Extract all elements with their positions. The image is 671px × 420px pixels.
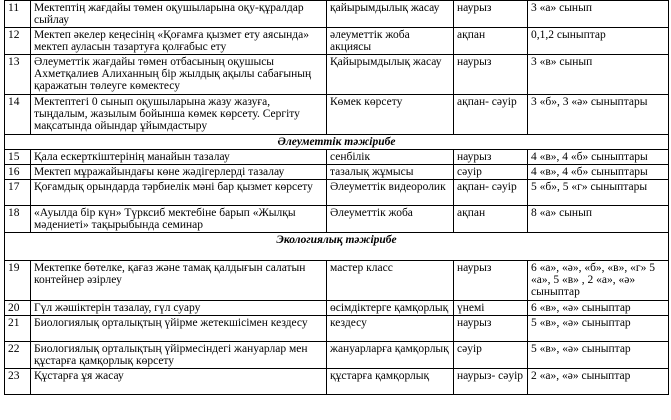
table-row — [5, 95, 669, 135]
event-cell: Құстарға ұя жасау — [31, 369, 327, 395]
row-number: 14 — [5, 95, 31, 135]
form-cell: Әлеуметтік жоба — [327, 206, 454, 233]
table-row — [5, 342, 669, 369]
event-cell: Қала ескерткіштерінің манайын тазалау — [31, 150, 327, 165]
form-cell: кездесу — [327, 316, 454, 342]
date-cell: ақпан- сәуір — [454, 180, 528, 206]
row-number: 23 — [5, 369, 31, 395]
event-cell: Биологиялық орталықтың үйірме жетекшісімен кездесу — [31, 316, 327, 342]
row-number: 15 — [5, 150, 31, 165]
event-cell: Әлеуметтік жағдайы төмен отбасының оқушысы Ахметқалиев Алиханның бір жылдық ақылы сабағының қаражатын төлеуге көмектесу — [31, 55, 327, 95]
classes-cell: 5 «в», «ә» сыныптар — [528, 342, 669, 369]
form-cell: сенбілік — [327, 150, 454, 165]
event-cell: Мектеп әкелер кеңесінің «Қоғамға қызмет ету аясында» мектеп ауласын тазартуға қолғабыс ету — [31, 28, 327, 55]
row-number: 11 — [5, 1, 31, 28]
classes-cell: 4 «в», 4 «б» сыныптары — [528, 165, 669, 180]
classes-cell: 0,1,2 сыныптар — [528, 28, 669, 55]
form-cell: құстарға қамқорлық — [327, 369, 454, 395]
date-cell: ақпан- сәуір — [454, 95, 528, 135]
date-cell: сәуір — [454, 165, 528, 180]
section-header-eco — [5, 233, 669, 261]
event-cell: «Ауылда бір күн» Түрксиб мектебіне барып «Жылқы мәдениеті» тақырыбында семинар — [31, 206, 327, 233]
row-number: 18 — [5, 206, 31, 233]
date-cell: сәуір — [454, 342, 528, 369]
form-cell: қайырымдылық жасау — [327, 1, 454, 28]
row-number: 16 — [5, 165, 31, 180]
table-row — [5, 206, 669, 233]
date-cell: наурыз- сәуір — [454, 369, 528, 395]
table-row — [5, 150, 669, 165]
classes-cell: 6 «а», «ә», «б», «в», «г» 5 «а», 5 «в» , 2 «а», «ә» сыныптар — [528, 261, 669, 301]
table-row — [5, 316, 669, 342]
table-row — [5, 261, 669, 301]
table-row — [5, 1, 669, 28]
classes-cell: 3 «а» сынып — [528, 1, 669, 28]
section-title: Әлеуметтік тәжірибе — [5, 135, 669, 150]
date-cell: наурыз — [454, 55, 528, 95]
date-cell: наурыз — [454, 261, 528, 301]
classes-cell: 8 «а» сынып — [528, 206, 669, 233]
event-cell: Биологиялық орталықтың үйірмесіндегі жануарлар мен құстарға қамқорлық көрсету — [31, 342, 327, 369]
classes-cell: 3 «б», 3 «ә» сыныптары — [528, 95, 669, 135]
form-cell: мастер класс — [327, 261, 454, 301]
table-row — [5, 28, 669, 55]
classes-cell: 6 «в», «ә» сыныптар — [528, 301, 669, 316]
table-row — [5, 165, 669, 180]
table-row — [5, 55, 669, 95]
event-cell: Қоғамдық орындарда тәрбиелік мәні бар қызмет көрсету — [31, 180, 327, 206]
form-cell: тазалық жұмысы — [327, 165, 454, 180]
row-number: 19 — [5, 261, 31, 301]
form-cell: Көмек көрсету — [327, 95, 454, 135]
date-cell: ақпан — [454, 206, 528, 233]
date-cell: наурыз — [454, 150, 528, 165]
date-cell: наурыз — [454, 1, 528, 28]
form-cell: әлеуметтік жоба акциясы — [327, 28, 454, 55]
row-number: 20 — [5, 301, 31, 316]
classes-cell: 5 «в», «ә» сыныптар — [528, 316, 669, 342]
event-cell: Мектепке бөтелке, қағаз және тамақ қалдығын салатын контейнер әзірлеу — [31, 261, 327, 301]
classes-cell: 5 «б», 5 «г» сыныптары — [528, 180, 669, 206]
events-table — [4, 0, 669, 395]
classes-cell: 4 «в», 4 «б» сыныптары — [528, 150, 669, 165]
event-cell: Мектептегі 0 сынып оқушыларына жазу жазуға, тыңдалым, жазылым бойынша көмек көрсету. Сергіту мақсатында ойындар ұйымдастыру — [31, 95, 327, 135]
row-number: 22 — [5, 342, 31, 369]
section-title: Экологиялық тәжірибе — [5, 233, 669, 261]
date-cell: үнемі — [454, 301, 528, 316]
table-row — [5, 369, 669, 395]
row-number: 17 — [5, 180, 31, 206]
row-number: 21 — [5, 316, 31, 342]
classes-cell: 3 «в» сынып — [528, 55, 669, 95]
row-number: 13 — [5, 55, 31, 95]
table-row — [5, 180, 669, 206]
form-cell: Әлеуметтік видеоролик — [327, 180, 454, 206]
row-number: 12 — [5, 28, 31, 55]
form-cell: өсімдіктерге қамқорлық — [327, 301, 454, 316]
form-cell: Қайырымдылық жасау — [327, 55, 454, 95]
section-header-social — [5, 135, 669, 150]
event-cell: Гүл жәшіктерін тазалау, гүл суару — [31, 301, 327, 316]
date-cell: наурыз — [454, 316, 528, 342]
table-row — [5, 301, 669, 316]
event-cell: Мектеп мұражайындағы көне жәдігерлерді тазалау — [31, 165, 327, 180]
form-cell: жануарларға қамқорлық — [327, 342, 454, 369]
event-cell: Мектептің жағдайы төмен оқушыларына оқу-құралдар сыйлау — [31, 1, 327, 28]
date-cell: ақпан — [454, 28, 528, 55]
classes-cell: 2 «а», «ә» сыныптар — [528, 369, 669, 395]
